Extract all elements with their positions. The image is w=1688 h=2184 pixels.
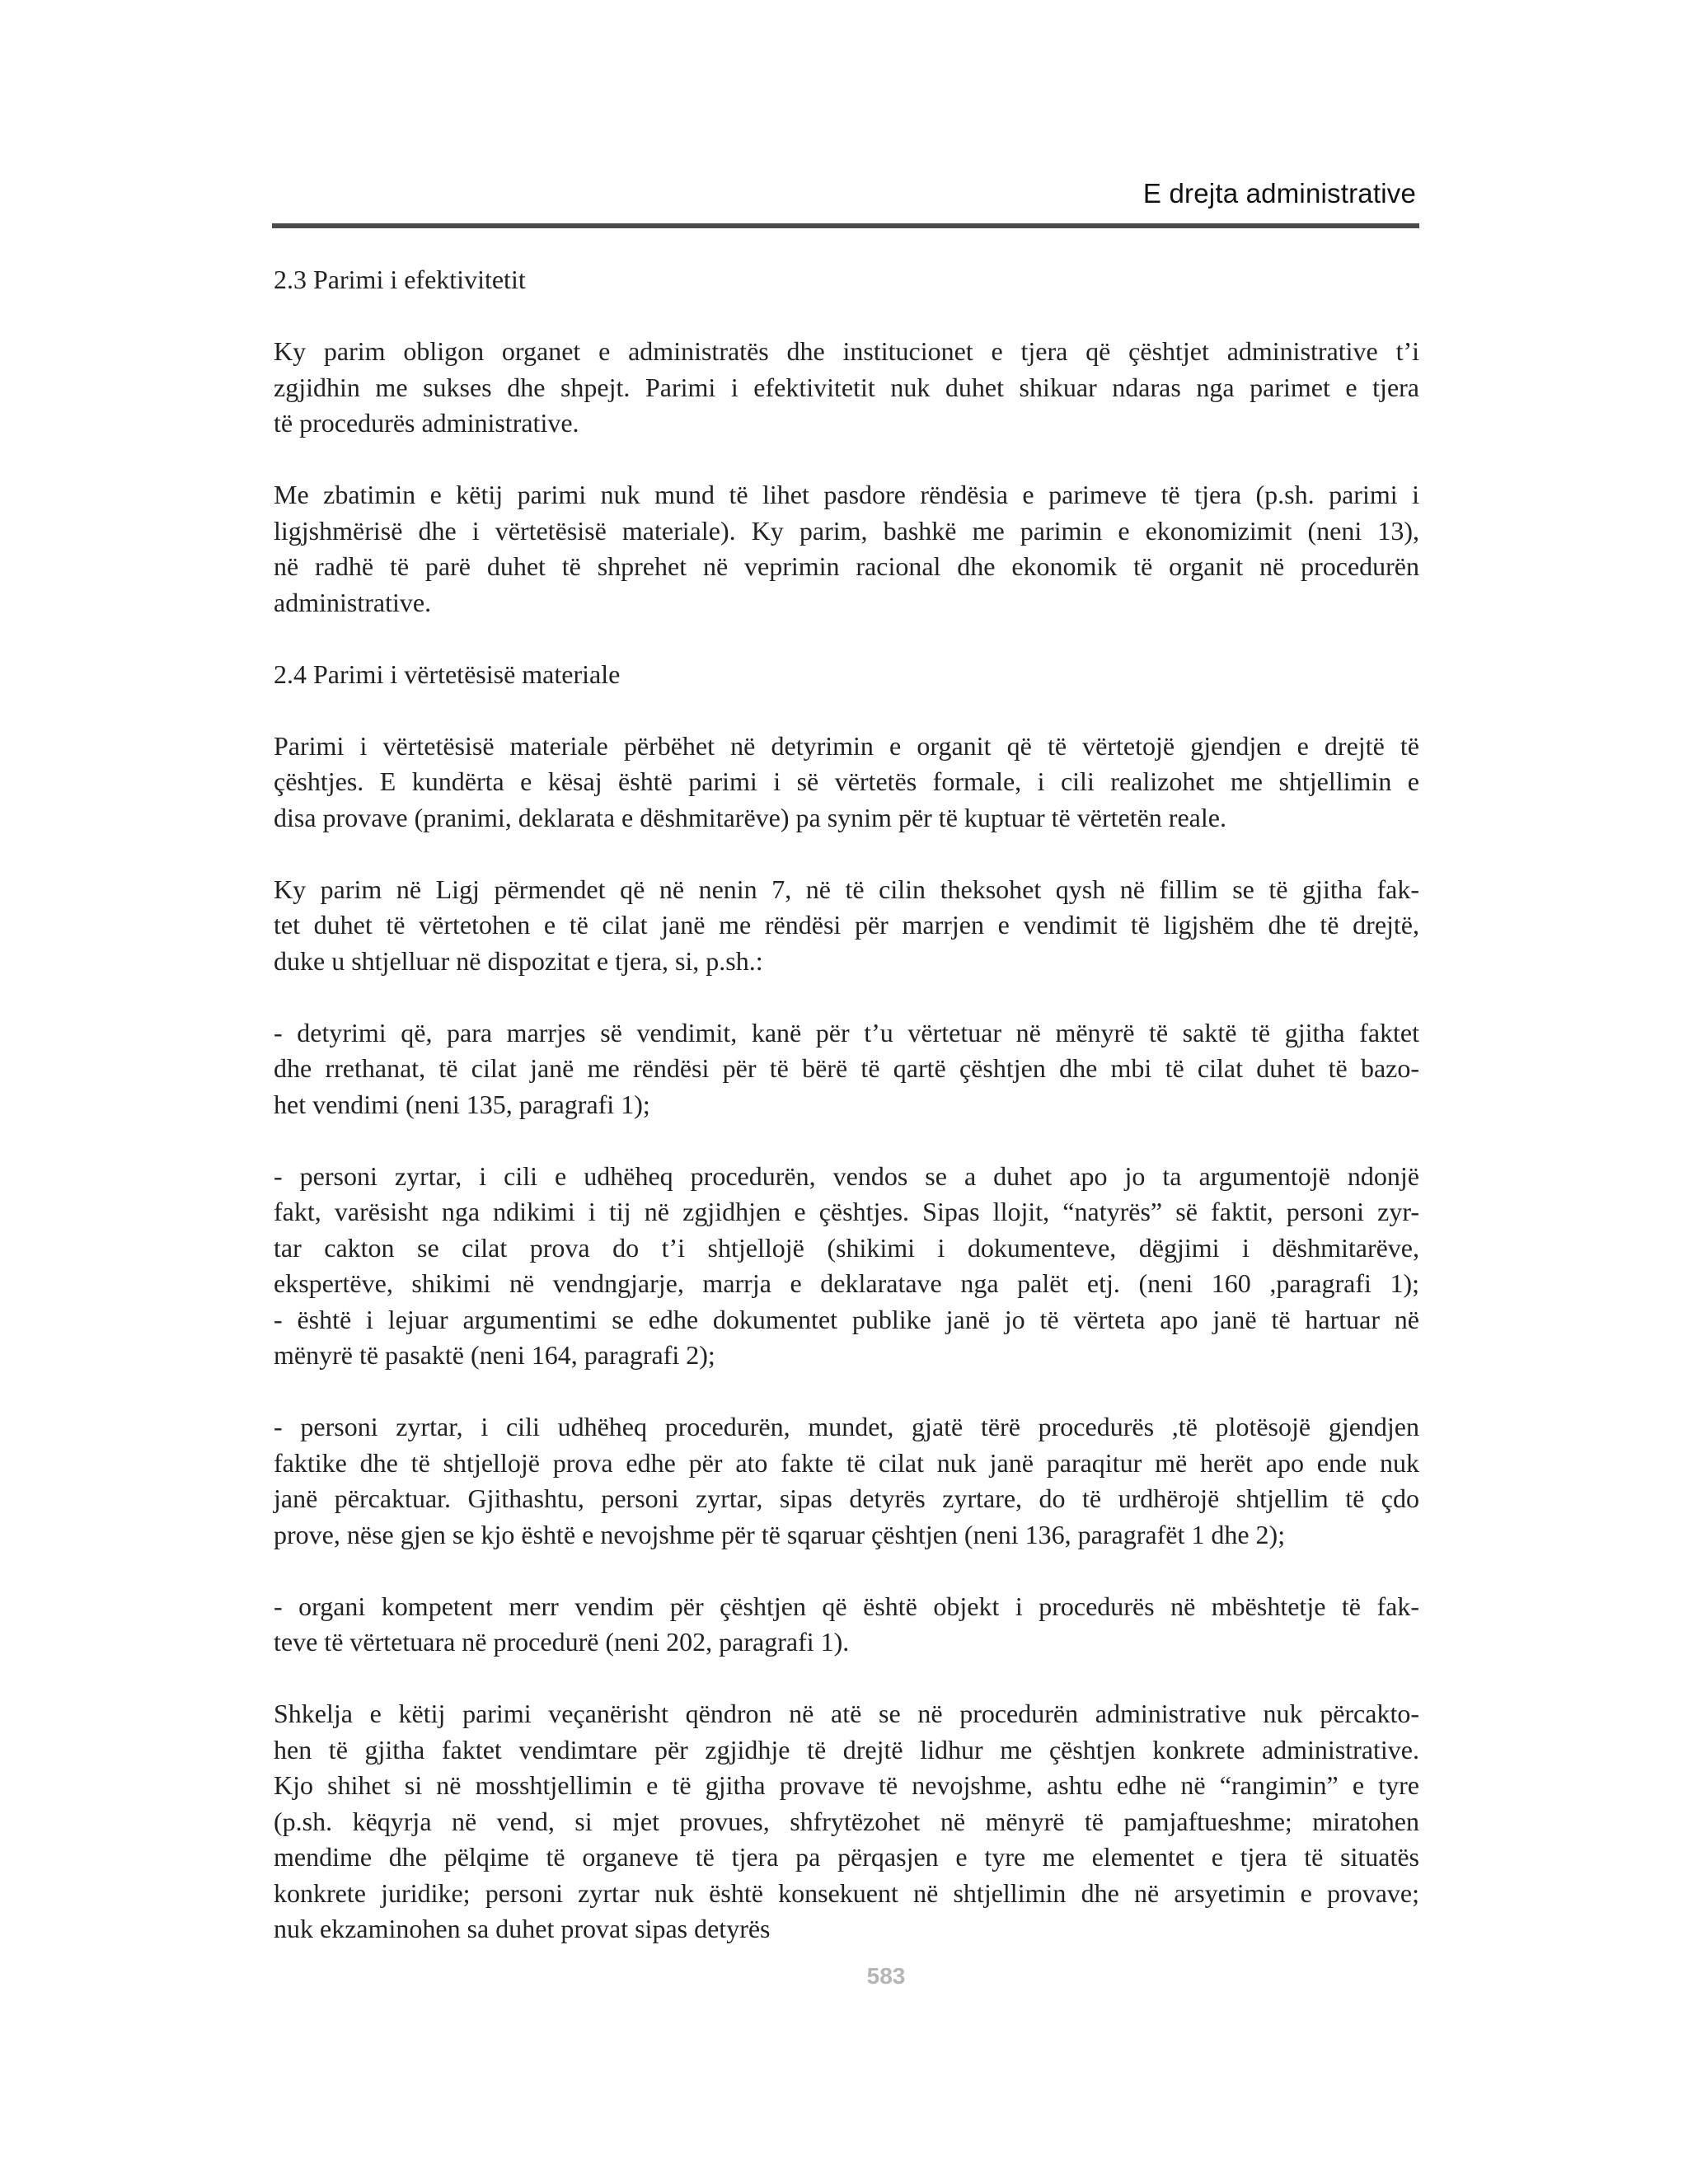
text-line: faktike dhe të shtjellojë prova edhe për ato fakte të cilat nuk janë paraqitur më herët apo ende nuk [274,1447,1419,1478]
header-rule [272,223,1419,228]
text-line: - organi kompetent merr vendim për çështjen që është objekt i procedurës në mbështetje të fak- [274,1591,1419,1621]
text-line: fakt, varësisht nga ndikimi i tij në zgjidhjen e çështjes. Sipas llojit, “natyrës” së faktit, personi zyr- [274,1197,1419,1226]
page-body [274,262,1419,1983]
text-line: - personi zyrtar, i cili udhëheq procedurën, mundet, gjatë tërë procedurës ,të plotësojë gjendjen [274,1412,1419,1441]
text-line: nuk ekzaminohen sa duhet provat sipas detyrës [274,1914,771,1943]
text-line: tar cakton se cilat prova do t’i shtjellojë (shikimi i dokumenteve, dëgjimi i dëshmitarëve, [274,1232,1419,1263]
paragraph [274,1409,1419,1553]
text-line: prove, nëse gjen se kjo është e nevojshme për të sqaruar çështjen (neni 136, paragrafët 1 dhe 2); [274,1519,1286,1549]
text-line: tet duhet të vërtetohen e të cilat janë me rëndësi për marrjen e vendimit të ligjshëm dhe të drejtë, [274,910,1419,940]
text-line: - është i lejuar argumentimi se edhe dokumentet publike janë jo të vërteta apo janë të hartuar në [274,1304,1419,1334]
paragraph [274,1696,1419,1947]
text-line: në radhë të parë duhet të shprehet në veprimin racional dhe ekonomik të organit në procedurën [274,551,1419,581]
text-line: duke u shtjelluar në dispozitat e tjera, si, p.sh.: [274,945,763,976]
text-line: të procedurës administrative. [274,408,579,438]
text-line: Kjo shihet si në mosshtjellimin e të gjitha provave të nevojshme, ashtu edhe në “rangimin” e tyre [274,1770,1419,1800]
section-heading: 2.4 Parimi i vërtetësisë materiale [274,658,621,689]
text-line: Me zbatimin e këtij parimi nuk mund të lihet pasdore rëndësia e parimeve të tjera (p.sh. parimi i [274,480,1419,509]
text-line: zgjidhin me sukses dhe shpejt. Parimi i efektivitetit nuk duhet shikuar ndaras nga parimet e tjera [274,372,1419,402]
text-line: disa provave (pranimi, deklarata e dëshmitarëve) pa synim për të kuptuar të vërtetën reale. [274,802,1226,832]
text-line: ligjshmërisë dhe i vërtetësisë materiale). Ky parim, bashkë me parimin e ekonomizimit (neni 13), [274,515,1419,546]
text-line: hen të gjitha faktet vendimtare për zgjidhje të drejtë lidhur me çështjen konkrete administrative. [274,1734,1419,1765]
text-line: het vendimi (neni 135, paragrafi 1); [274,1089,650,1119]
text-line: (p.sh. këqyrja në vend, si mjet provues, shfrytëzohet në mënyrë të pamjaftueshme; miratohen [274,1806,1419,1836]
paragraph [274,1159,1419,1374]
text-line: Parimi i vërtetësisë materiale përbëhet në detyrimin e organit që të vërtetojë gjendjen e drejtë të [274,730,1419,761]
paragraph [274,334,1419,442]
text-line: Ky parim në Ligj përmendet që në nenin 7, në të cilin theksohet qysh në fillim se të gjitha fak- [274,874,1419,904]
text-line: - detyrimi që, para marrjes së vendimit, kanë për t’u vërtetuar në mënyrë të saktë të gjitha faktet [274,1017,1419,1047]
page-number: 583 [866,1963,906,1989]
text-line: mënyrë të pasaktë (neni 164, paragrafi 2); [274,1340,715,1370]
paragraph [274,872,1419,980]
text-line: janë përcaktuar. Gjithashtu, personi zyrtar, sipas detyrës zyrtare, do të urdhërojë shtjellim të çdo [274,1483,1419,1513]
running-header: E drejta administrative [1142,178,1416,209]
text-line: - personi zyrtar, i cili e udhëheq procedurën, vendos se a duhet apo jo ta argumentojë ndonjë [274,1160,1419,1191]
text-line: mendime dhe pëlqime të organeve të tjera pa përqasjen e tyre me elementet e tjera të situatës [274,1842,1419,1872]
text-line: teve të vërtetuara në procedurë (neni 202, paragrafi 1). [274,1627,850,1657]
text-line: ekspertëve, shikimi në vendngjarje, marrja e deklaratave nga palët etj. (neni 160 ,paragrafi 1); [274,1268,1419,1298]
section-heading: 2.3 Parimi i efektivitetit [274,265,526,294]
text-line: Shkelja e këtij parimi veçanërisht qëndron në atë se në procedurën administrative nuk përcakto- [274,1699,1419,1728]
paragraph [274,1015,1419,1123]
text-line: konkrete juridike; personi zyrtar nuk është konsekuent në shtjellimin dhe në arsyetimin e provave; [274,1877,1419,1908]
paragraph [274,729,1419,837]
text-line: dhe rrethanat, të cilat janë me rëndësi për të bërë të qartë çështjen dhe mbi të cilat duhet të bazo- [274,1053,1419,1083]
text-line: çështjes. E kundërta e kësaj është parimi i së vërtetës formale, i cili realizohet me shtjellimin e [274,766,1419,796]
paragraph [274,477,1419,621]
paragraph [274,1589,1419,1661]
text-line: administrative. [274,587,432,617]
text-line: Ky parim obligon organet e administratës dhe institucionet e tjera që çështjet administrative t’i [274,336,1419,366]
